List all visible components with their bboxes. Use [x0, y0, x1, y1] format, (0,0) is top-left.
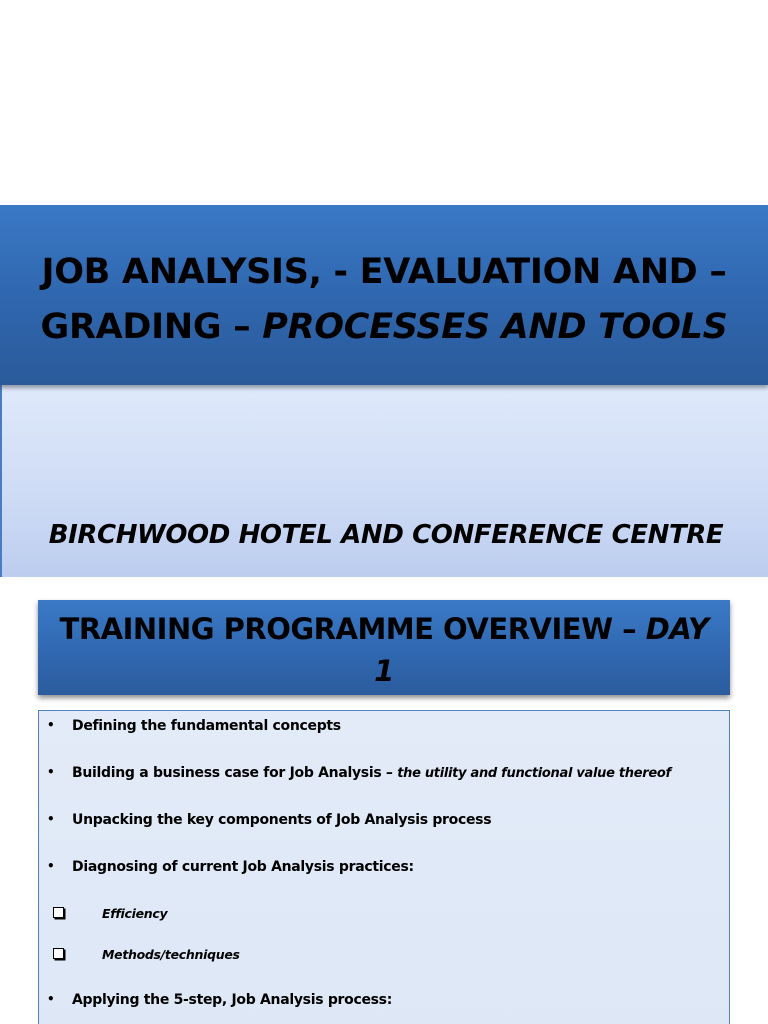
- list-item-text: Defining the fundamental concepts: [72, 718, 341, 734]
- list-item-text-main: Building a business case for Job Analysis –: [72, 765, 398, 781]
- overview-title-prefix: TRAINING PROGRAMME OVERVIEW –: [59, 612, 646, 646]
- title-band: [0, 205, 768, 385]
- overview-title-day-number: 1: [374, 654, 394, 688]
- bullet-icon: •: [47, 992, 55, 1006]
- sub-list-item-text: Efficiency: [102, 906, 168, 921]
- subtitle-band: [0, 385, 768, 577]
- bullet-icon: •: [47, 718, 55, 732]
- list-item-text-italic: the utility and functional value thereof: [397, 766, 671, 781]
- checkbox-bullet-icon: [53, 907, 64, 918]
- bullet-icon: •: [47, 859, 55, 873]
- bullet-icon: •: [47, 812, 55, 826]
- overview-title-day: DAY: [645, 612, 709, 646]
- main-title: [0, 245, 768, 355]
- title-slide: [0, 205, 768, 577]
- sub-list-item-text: Methods/techniques: [102, 947, 240, 962]
- list-item-text: Unpacking the key components of Job Analysis process: [72, 812, 492, 828]
- bullet-icon: •: [47, 765, 55, 779]
- checkbox-bullet-icon: [53, 948, 64, 959]
- list-item-text: Applying the 5-step, Job Analysis process:: [72, 992, 393, 1008]
- overview-content-box: [38, 710, 730, 1024]
- list-item-text: [72, 765, 671, 781]
- main-title-line2-italic: PROCESSES AND TOOLS: [262, 307, 728, 347]
- overview-header: [38, 600, 730, 695]
- main-title-line1: JOB ANALYSIS, - EVALUATION AND –: [41, 252, 727, 292]
- venue-subtitle: BIRCHWOOD HOTEL AND CONFERENCE CENTRE: [48, 520, 724, 550]
- overview-title: [38, 600, 730, 692]
- main-title-line2-prefix: GRADING –: [40, 307, 263, 347]
- list-item-text: Diagnosing of current Job Analysis practices:: [72, 859, 414, 875]
